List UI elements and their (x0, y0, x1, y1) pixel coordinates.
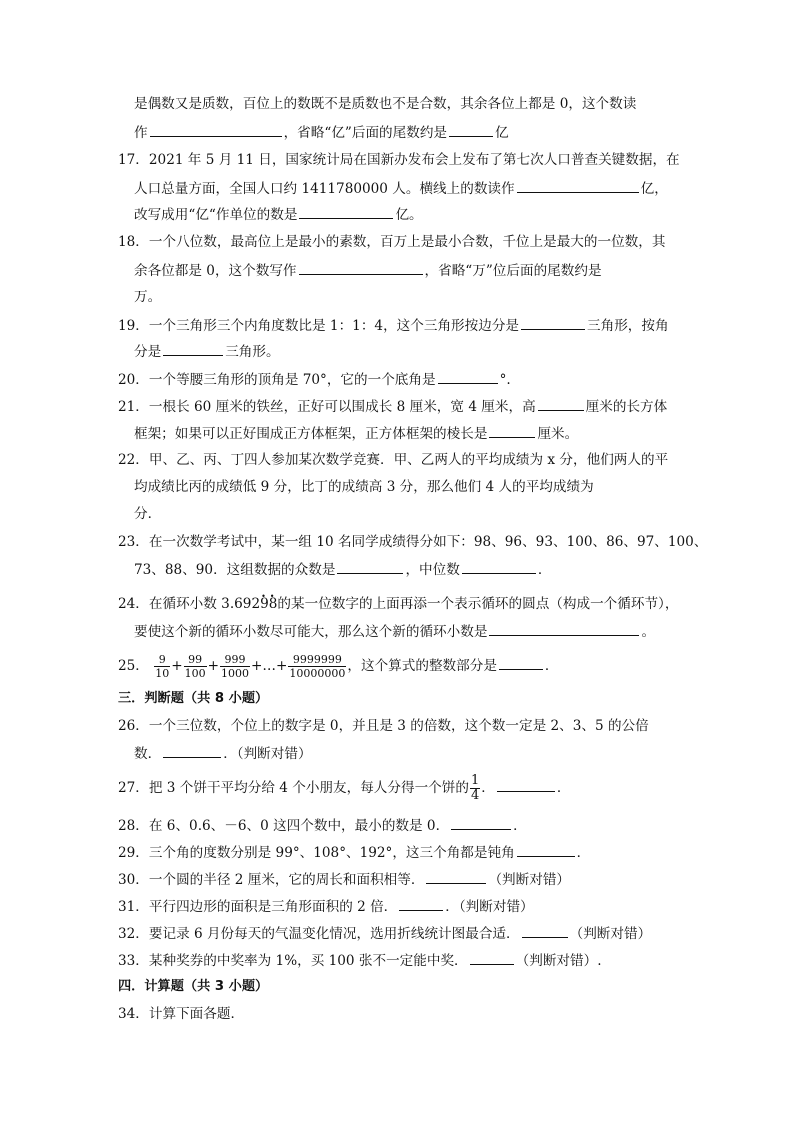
q19-line2 (134, 341, 280, 362)
repeating-digit: • 8 (269, 596, 278, 612)
q29-text-b: ． (576, 845, 591, 861)
answer-blank[interactable] (449, 122, 493, 137)
q22-line3: 分． (134, 506, 162, 522)
q28-line (118, 815, 527, 836)
q27-text-c: ． (556, 780, 571, 796)
q24-text-a: 24．在循环小数 3.692 (118, 596, 261, 612)
answer-blank[interactable] (438, 369, 498, 384)
q31-line (118, 896, 534, 917)
q18-text-a: 余各位都是 0，这个数写作 (134, 263, 297, 279)
q17-text-d: 亿。 (395, 207, 423, 223)
q19-text-c: 分是 (134, 344, 162, 360)
answer-blank[interactable] (163, 341, 223, 356)
answer-blank[interactable] (462, 559, 536, 574)
q21-text-b: 厘米的长方体 (585, 399, 668, 415)
answer-blank[interactable] (497, 777, 555, 792)
repeating-digit: • 9 (260, 596, 269, 612)
fraction: $\frac{1}{4}$ (470, 773, 480, 803)
q25-text: ，这个算式的整数部分是 (347, 658, 497, 674)
q34-line: 34．计算下面各题． (118, 1006, 245, 1022)
q30-line (118, 869, 570, 890)
answer-blank[interactable] (538, 396, 584, 411)
q28-text-a: 28．在 6、0.6、－6、0 这四个数中，最小的数是 0． (118, 818, 450, 834)
q16-text-b: ，省略“亿”后面的尾数约是 (283, 125, 448, 141)
q22-line1: 22．甲、乙、丙、丁四人参加某次数学竞赛．甲、乙两人的平均成绩为 x 分，他们两人的平 (118, 452, 669, 468)
q23-text-a: 73、88、90．这组数据的众数是 (134, 562, 336, 578)
answer-blank[interactable] (489, 621, 639, 636)
q27-text-a: 27．把 3 个饼干平均分给 4 个小朋友，每人分得一个饼的 (118, 780, 469, 796)
q24-line2 (134, 621, 655, 642)
q27-line (118, 772, 570, 804)
q25-line: 25． $\frac{9}{10}$ + $\frac{99}{100}$ + $\frac{999}{1000}$ +…+ $\frac{9999999}{10000000}$ ，这个算式的整数部分是 ． (118, 653, 559, 680)
q17-text-a: 人口总量方面，全国人口约 1411780000 人。横线上的数读作 (134, 181, 515, 197)
q33-line (118, 950, 602, 971)
q29-line (118, 842, 590, 863)
q24-line1 (118, 594, 678, 614)
q29-text-a: 29．三个角的度数分别是 99°、108°、192°，这三个角都是钝角 (118, 845, 515, 861)
answer-blank[interactable] (299, 260, 423, 275)
q25-number: 25． (118, 658, 149, 674)
q33-text-a: 33．某种奖券的中奖率为 1%，买 100 张不一定能中奖． (118, 953, 468, 969)
fraction: $\frac{99}{100}$ (184, 653, 206, 680)
q26-line2 (134, 743, 312, 764)
q23-line1: 23．在一次数学考试中，某一组 10 名同学成绩得分如下：98、96、93、100、86、97、100、 (118, 534, 708, 550)
q27-text-b: ． (481, 780, 495, 796)
answer-blank[interactable] (521, 315, 585, 330)
q18-text-b: ，省略“万”位后面的尾数约是 (424, 263, 602, 279)
q19-text-a: 19．一个三角形三个内角度数比是 1：1：4，这个三角形按边分是 (118, 318, 520, 334)
answer-blank[interactable] (470, 950, 514, 965)
answer-blank[interactable] (499, 655, 543, 670)
answer-blank[interactable] (399, 896, 443, 911)
q21-text-d: 厘米。 (537, 426, 579, 442)
q16-text-a: 作 (134, 125, 148, 141)
q16-line1: 是偶数又是质数，百位上的数既不是质数也不是合数，其余各位上都是 0，这个数读 (134, 96, 637, 112)
q33-text-b: （判断对错）. (515, 953, 602, 969)
q21-text-c: 框架；如果可以正好围成正方体框架，正方体框架的棱长是 (134, 426, 488, 442)
q20-text-a: 20．一个等腰三角形的顶角是 70°，它的一个底角是 (118, 372, 436, 388)
q32-line (118, 923, 651, 944)
q19-line1 (118, 315, 669, 336)
q21-line1 (118, 396, 667, 417)
q30-text-a: 30．一个圆的半径 2 厘米，它的周长和面积相等． (118, 872, 425, 888)
ellipsis-plus: +…+ (251, 658, 288, 674)
answer-blank[interactable] (522, 923, 568, 938)
q23-text-c: ． (537, 562, 552, 578)
q32-text-b: （判断对错） (569, 926, 652, 942)
q21-line2 (134, 423, 578, 444)
q24-text-d: 。 (641, 624, 656, 640)
q24-text-b: 的某一位数字的上面再添一个表示循环的圆点（构成一个循环节）， (277, 596, 679, 612)
section-heading-judgement: 三．判断题（共 8 小题） (118, 691, 269, 706)
q18-line1: 18．一个八位数，最高位上是最小的素数，百万上是最小合数，千位上是最大的一位数，其 (118, 234, 666, 250)
q18-line3: 万。 (134, 289, 162, 305)
q25-end: ． (544, 658, 559, 674)
q17-text-c: 改写成用“亿“作单位的数是 (134, 207, 298, 223)
fraction: $\frac{999}{1000}$ (221, 653, 250, 680)
answer-blank[interactable] (426, 869, 486, 884)
q20-text-b: °. (499, 372, 511, 388)
q16-line2 (134, 122, 509, 143)
q24-text-c: 要使这个新的循环小数尽可能大，那么这个新的循环小数是 (134, 624, 488, 640)
q31-text-b: ．（判断对错） (445, 899, 534, 915)
q22-line2: 均成绩比丙的成绩低 9 分，比丁的成绩高 3 分，那么他们 4 人的平均成绩为 (134, 479, 594, 495)
section-heading-calculation: 四．计算题（共 3 小题） (118, 979, 269, 994)
q31-text-a: 31．平行四边形的面积是三角形面积的 2 倍． (118, 899, 398, 915)
q32-text-a: 32．要记录 6 月份每天的气温变化情况，选用折线统计图最合适． (118, 926, 520, 942)
q23-line2 (134, 559, 551, 580)
answer-blank[interactable] (299, 204, 393, 219)
q16-text-c: 亿 (495, 125, 509, 141)
answer-blank[interactable] (337, 559, 403, 574)
q19-text-b: 三角形，按角 (587, 318, 669, 334)
q26-text-b: ．（判断对错） (223, 746, 312, 762)
answer-blank[interactable] (489, 423, 535, 438)
q17-line1: 17．2021 年 5 月 11 日，国家统计局在国新办发布会上发布了第七次人口普查关键数据，在 (118, 152, 680, 168)
q26-text-a: 数． (134, 746, 162, 762)
fraction: $\frac{9}{10}$ (155, 653, 170, 680)
q17-line3 (134, 204, 423, 225)
q20-line (118, 369, 511, 390)
q23-text-b: ，中位数 (405, 562, 460, 578)
fraction: $\frac{9999999}{10000000}$ (289, 653, 346, 680)
q18-line2 (134, 260, 602, 281)
q17-line2 (134, 178, 668, 199)
q21-text-a: 21．一根长 60 厘米的铁丝，正好可以围成长 8 厘米，宽 4 厘米，高 (118, 399, 536, 415)
q26-line1: 26．一个三位数，个位上的数字是 0，并且是 3 的倍数，这个数一定是 2、3、5 的公倍 (118, 718, 649, 734)
q19-text-d: 三角形。 (225, 344, 280, 360)
answer-blank[interactable] (517, 178, 639, 193)
answer-blank[interactable] (163, 743, 221, 758)
answer-blank[interactable] (150, 122, 282, 137)
q17-text-b: 亿， (640, 181, 668, 197)
answer-blank[interactable] (517, 842, 575, 857)
q30-text-b: （判断对错） (488, 872, 571, 888)
answer-blank[interactable] (451, 815, 511, 830)
q28-text-b: ． (513, 818, 527, 834)
